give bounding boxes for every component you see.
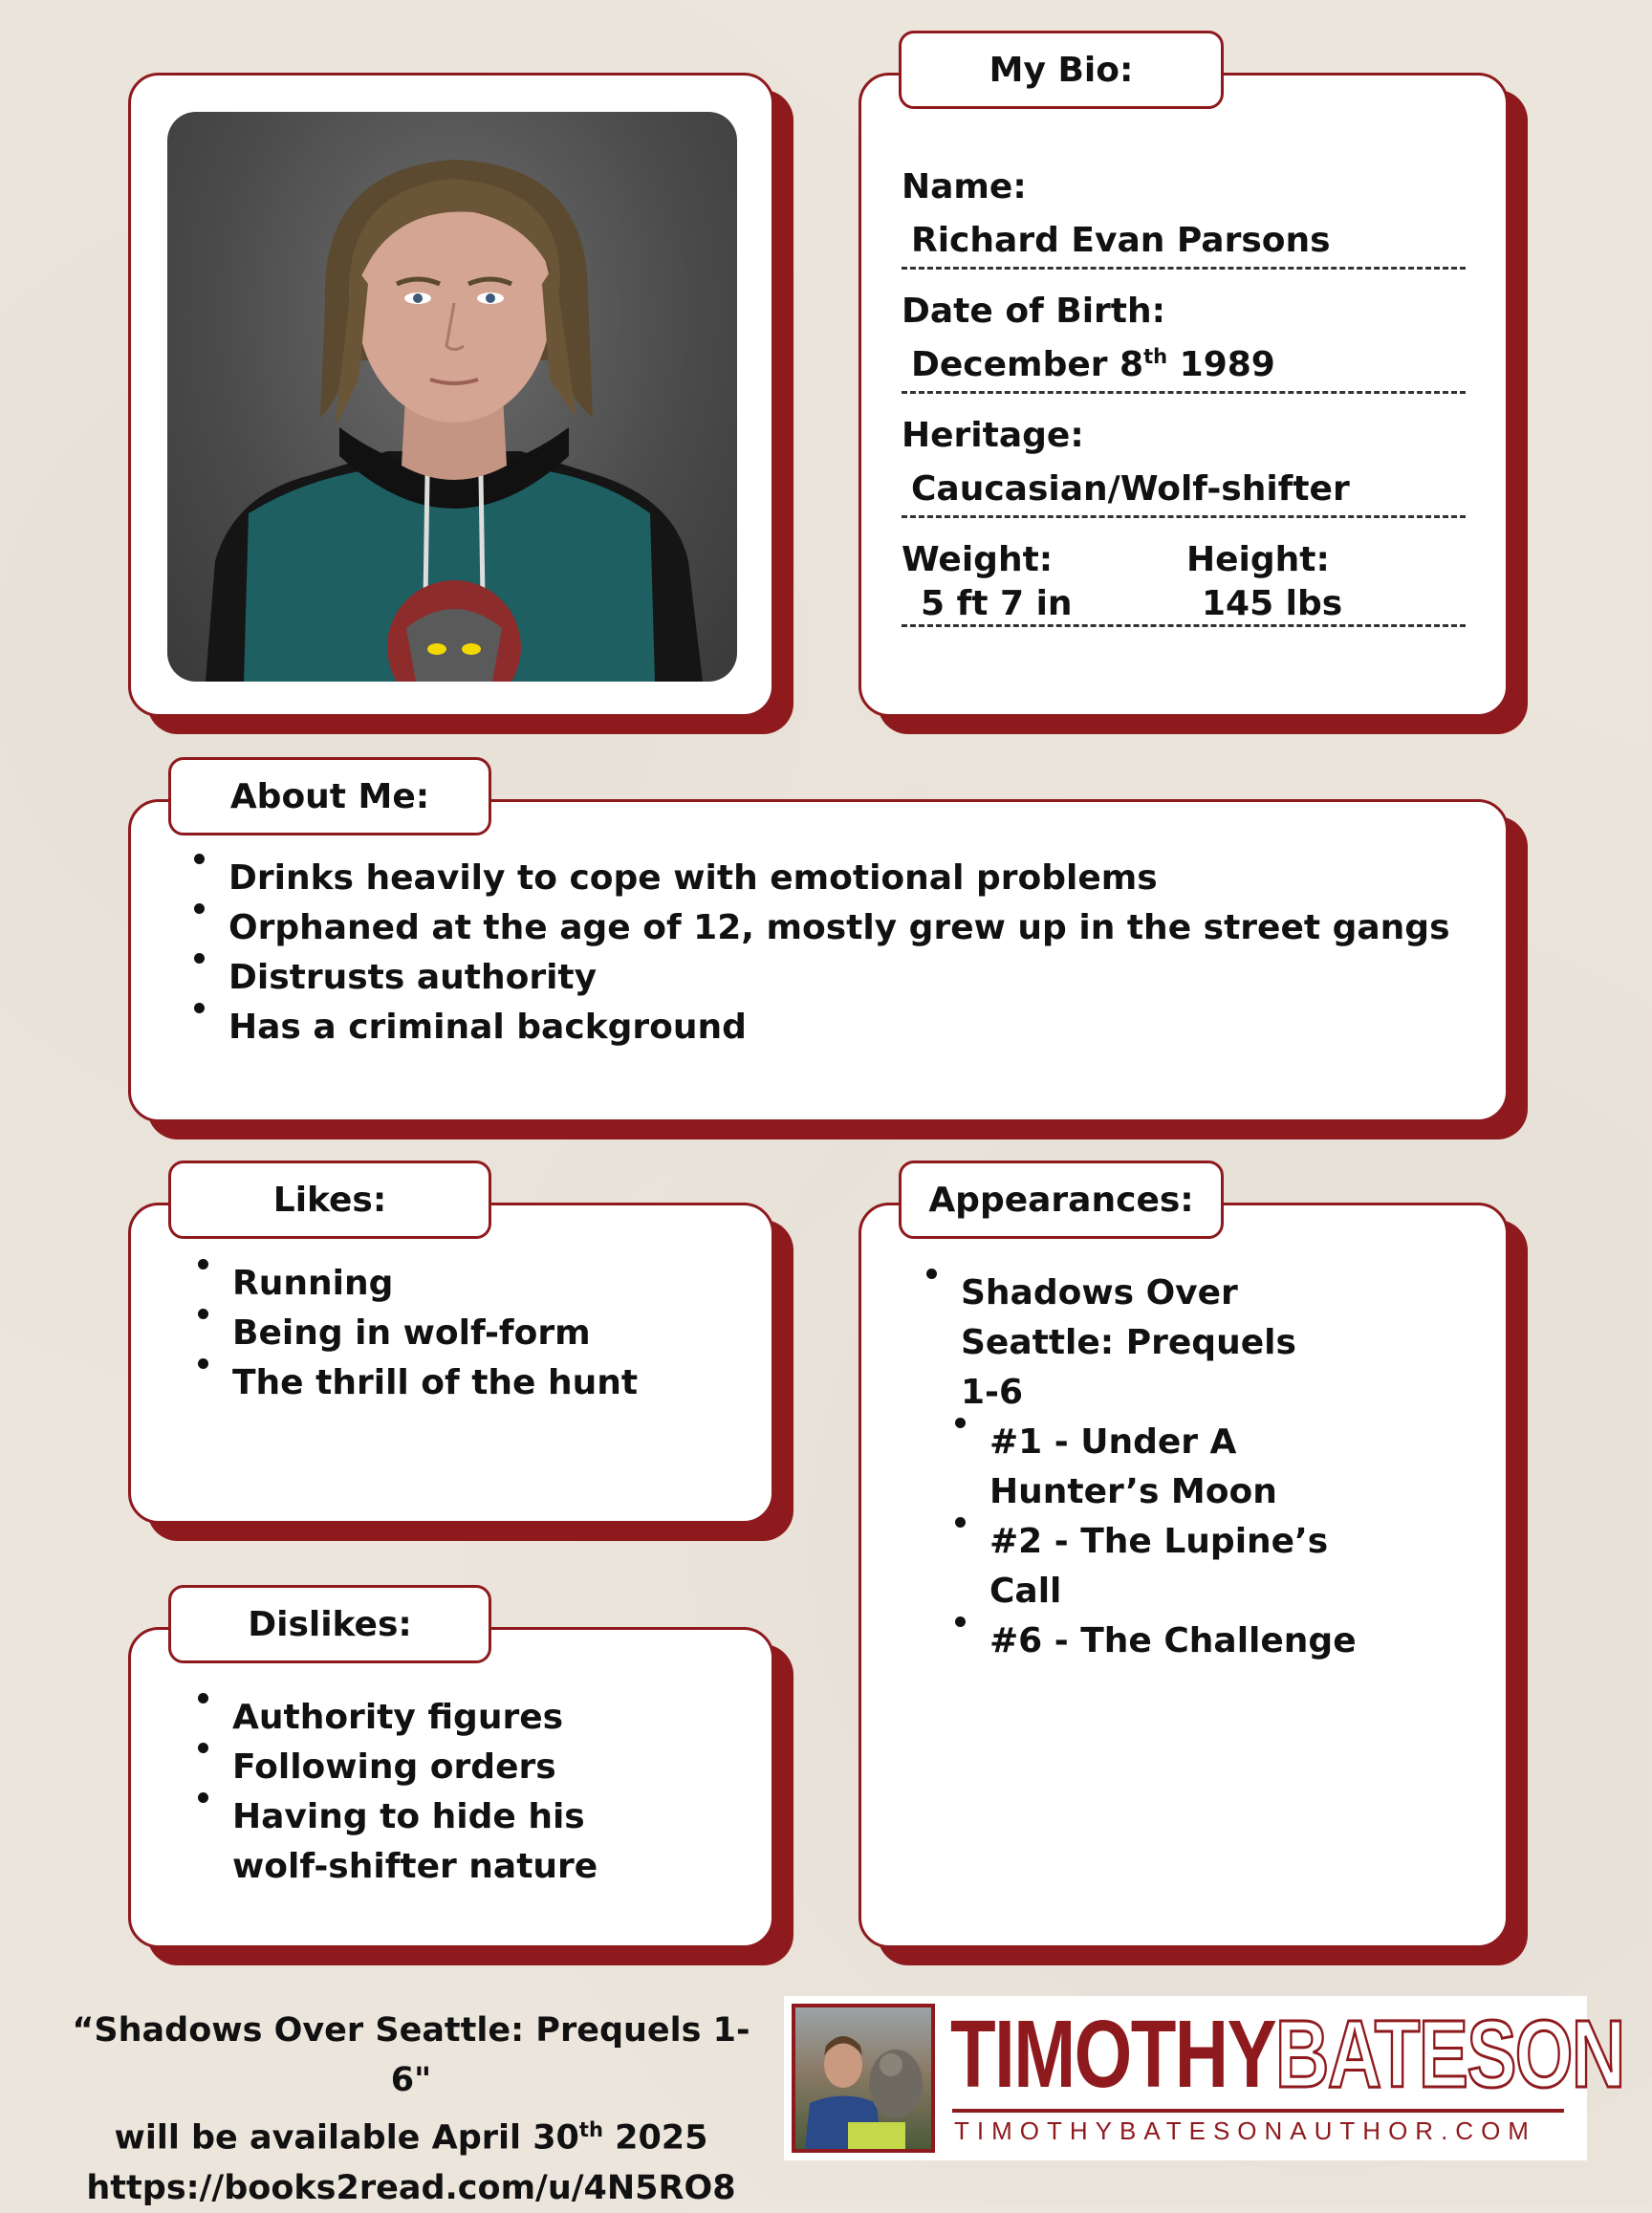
dob-label: Date of Birth: [902,292,1166,331]
about-tab-label: About Me: [229,776,430,816]
heritage-underline [902,515,1466,518]
heritage-label: Heritage: [902,416,1084,455]
weight-label: Weight: [902,540,1054,579]
likes-list [194,1259,638,1408]
likes-item: The thrill of the hunt [194,1358,638,1408]
book-item: #2 - The Lupine’s Call [951,1517,1362,1616]
dislikes-item: Authority figures [194,1693,672,1743]
release-year: 2025 [602,2118,708,2158]
release-line-2 [57,2105,765,2163]
dislikes-tab-label: Dislikes: [248,1604,412,1644]
likes-item: Running [194,1259,638,1309]
bio-tab-label: My Bio: [989,50,1134,90]
dislikes-list [194,1693,672,1892]
dislikes-item: Having to hide his wolf-shifter nature [194,1792,672,1892]
release-info [57,2006,765,2213]
name-value: Richard Evan Parsons [911,221,1331,260]
portrait-illustration [167,112,737,682]
author-photo-illustration [795,2007,931,2149]
logo-divider [952,2109,1564,2113]
release-line-1: “Shadows Over Seattle: Prequels 1-6" [72,2011,750,2099]
about-item: Drinks heavily to cope with emotional problems [190,854,1450,903]
dob-value [911,345,1275,384]
logo-name [950,2002,1624,2107]
likes-card [128,1203,774,1524]
appearances-tab-label: Appearances: [928,1180,1194,1220]
height-label: Height: [1186,540,1330,579]
book-item: #6 - The Challenge [951,1616,1362,1666]
about-tab [168,757,491,835]
logo-website[interactable]: TIMOTHYBATESONAUTHOR.COM [954,2116,1536,2145]
about-list [190,854,1450,1052]
appearances-list [923,1269,1357,1666]
about-item: Orphaned at the age of 12, mostly grew up in the street gangs [190,903,1450,953]
about-card [128,799,1509,1122]
logo-first-name: TIMOTHY [950,2001,1276,2108]
dob-month-day: December 8 [911,345,1144,384]
name-underline [902,267,1466,270]
dislikes-tab [168,1585,491,1663]
book-item: #1 - Under A Hunter’s Moon [951,1418,1362,1517]
bio-tab [899,31,1224,109]
likes-tab [168,1161,491,1239]
portrait-card [128,73,774,717]
author-photo [792,2004,935,2153]
name-label: Name: [902,167,1027,206]
dob-suffix: th [1143,345,1168,368]
dislikes-item: Following orders [194,1743,672,1792]
author-logo [784,1996,1624,2160]
release-date-text: will be available April 30 [114,2118,579,2158]
dislikes-card [128,1627,774,1948]
release-date-suffix: th [578,2118,603,2141]
dob-underline [902,391,1466,394]
height-value: 145 lbs [1202,584,1343,623]
appearances-card [859,1203,1509,1948]
release-link[interactable]: https://books2read.com/u/4N5RO8 [86,2168,736,2207]
logo-last-name: BATESON [1275,2001,1624,2108]
heritage-value: Caucasian/Wolf-shifter [911,469,1350,509]
weight-value: 5 ft 7 in [921,584,1073,623]
bio-card [859,73,1509,717]
series-item [923,1269,1357,1666]
measurements-underline [902,624,1466,627]
books-list [951,1418,1362,1666]
likes-item: Being in wolf-form [194,1309,638,1358]
about-item: Distrusts authority [190,953,1450,1003]
about-item: Has a criminal background [190,1003,1450,1052]
character-portrait [167,112,737,682]
appearances-tab [899,1161,1224,1239]
dob-year: 1989 [1179,345,1275,384]
series-title: Shadows Over Seattle: Prequels 1-6 [961,1273,1296,1412]
likes-tab-label: Likes: [272,1180,387,1220]
